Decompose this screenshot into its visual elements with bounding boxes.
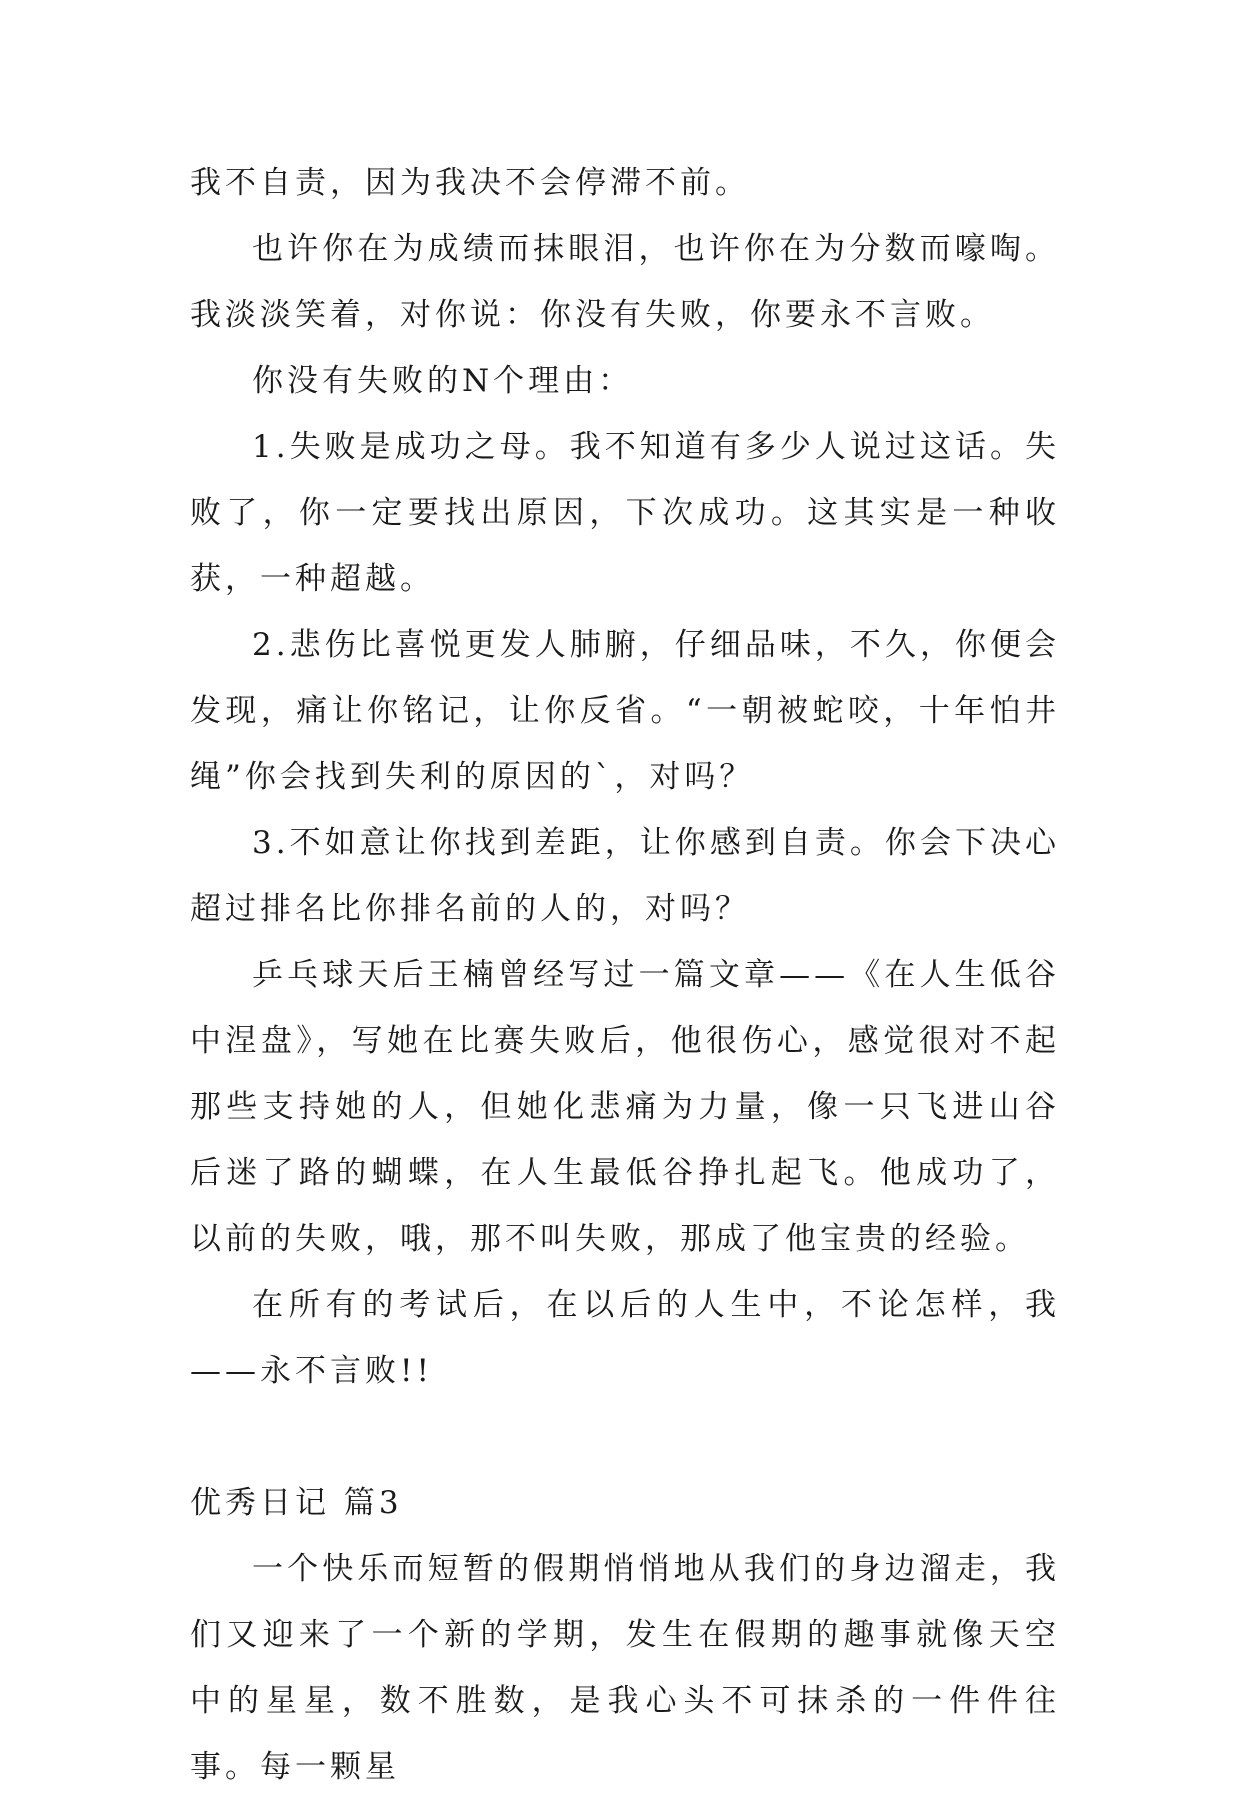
paragraph: 在所有的考试后，在以后的人生中，不论怎样，我——永不言败!! (190, 1287, 1060, 1389)
paragraph: 乒乓球天后王楠曾经写过一篇文章——《在人生低谷中涅盘》，写她在比赛失败后，他很伤心，感觉很对不起那些支持她的人，但她化悲痛为力量，像一只飞进山谷后迷了路的蝴蝶，在人生最低谷挣扎起飞。他成功了，以前的失败，哦，那不叫失败，那成了他宝贵的经验。 (190, 957, 1060, 1257)
section-title: 优秀日记 篇3 (190, 1485, 403, 1521)
list-item-paragraph: 1.失败是成功之母。我不知道有多少人说过这话。失败了，你一定要找出原因，下次成功。这其实是一种收获，一种超越。 (190, 429, 1060, 597)
paragraph: 你没有失败的N个理由： (252, 363, 634, 399)
paragraph-continuation: 我不自责，因为我决不会停滞不前。 (190, 165, 750, 201)
paragraph: 一个快乐而短暂的假期悄悄地从我们的身边溜走，我们又迎来了一个新的学期，发生在假期的趣事就像天空中的星星，数不胜数，是我心头不可抹杀的一件件往事。每一颗星 (190, 1551, 1060, 1785)
document-body (190, 150, 1060, 1800)
list-item-paragraph: 3.不如意让你找到差距，让你感到自责。你会下决心超过排名比你排名前的人的，对吗？ (190, 825, 1060, 927)
list-item-paragraph: 2.悲伤比喜悦更发人肺腑，仔细品味，不久，你便会发现，痛让你铭记，让你反省。“一朝被蛇咬，十年怕井绳”你会找到失利的原因的`，对吗？ (190, 627, 1060, 795)
paragraph: 也许你在为成绩而抹眼泪，也许你在为分数而嚎啕。我淡淡笑着，对你说：你没有失败，你要永不言败。 (190, 231, 1060, 333)
